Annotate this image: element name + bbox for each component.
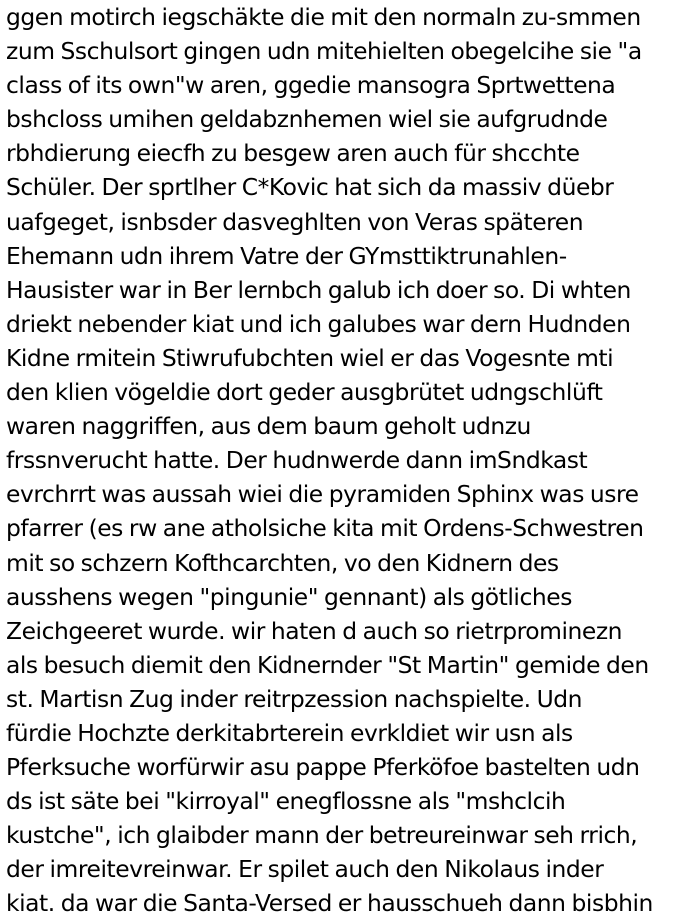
text-line-13: waren naggriffen, aus dem baum geholt udnzu [6, 412, 531, 441]
text-line-16: pfarrer (es rw ane atholsiche kita mit Ordens-Schwestren [6, 514, 644, 543]
text-line-25: kustche", ich glaibder mann der betreureinwar seh rrich, [6, 821, 638, 850]
text-line-26: der imreitevreinwar. Er spilet auch den Nikolaus inder [6, 855, 604, 884]
text-line-11: Kidne rmitein Stiwrufubchten wiel er das Vogesnte mti [6, 343, 614, 372]
body-text [6, 0, 682, 920]
text-line-6: Schüler. Der sprtlher C*Kovic hat sich da massiv düebr [6, 173, 614, 202]
text-line-18: ausshens wegen "pingunie" gennant) als götliches [6, 582, 572, 611]
text-line-22: fürdie Hochzte derkitabrterein evrkldiet wir usn als [6, 718, 573, 747]
text-line-24: ds ist säte bei "kirroyal" enegflossne als "mshclcih [6, 787, 566, 816]
text-line-5: rbhdierung eiecfh zu besgew aren auch für shcchte [6, 139, 580, 168]
text-line-8: Ehemann udn ihrem Vatre der GYmsttiktrunahlen- [6, 241, 567, 270]
text-line-20: als besuch diemit den Kidnernder "St Martin" gemide den [6, 650, 649, 679]
text-line-1: ggen motirch iegschäkte die mit den normaln zu-smmen [6, 3, 641, 31]
text-line-14: frssnverucht hatte. Der hudnwerde dann imSndkast [6, 446, 588, 475]
text-line-3: class of its own"w aren, ggedie mansogra Sprtwettena [6, 71, 616, 100]
text-line-9: Hausister war in Ber lernbch galub ich doer so. Di whten [6, 275, 631, 304]
text-line-12: den klien vögeldie dort geder ausgbrütet udngschlüft [6, 378, 603, 407]
text-line-17: mit so schzern Kofthcarchten, vo den Kidnern des [6, 548, 559, 577]
text-line-23: Pferksuche worfürwir asu pappe Pferköfoe bastelten udn [6, 753, 640, 782]
text-line-27: kiat. da war die Santa-Versed er hausschueh dann bisbhin [6, 889, 653, 918]
text-line-2: zum Sschulsort gingen udn mitehielten obegelcihe sie "a [6, 37, 642, 66]
text-line-19: Zeichgeeret wurde. wir haten d auch so rietrprominezn [6, 616, 623, 645]
text-line-15: evrchrrt was aussah wiei die pyramiden Sphinx was usre [6, 480, 639, 509]
text-line-21: st. Martisn Zug inder reitrpzession nachspielte. Udn [6, 684, 583, 713]
text-line-7: uafgeget, isnbsder dasveghlten von Veras späteren [6, 207, 584, 236]
text-line-10: driekt nebender kiat und ich galubes war dern Hudnden [6, 309, 631, 338]
text-line-4: bshcloss umihen geldabznhemen wiel sie aufgrudnde [6, 105, 608, 134]
